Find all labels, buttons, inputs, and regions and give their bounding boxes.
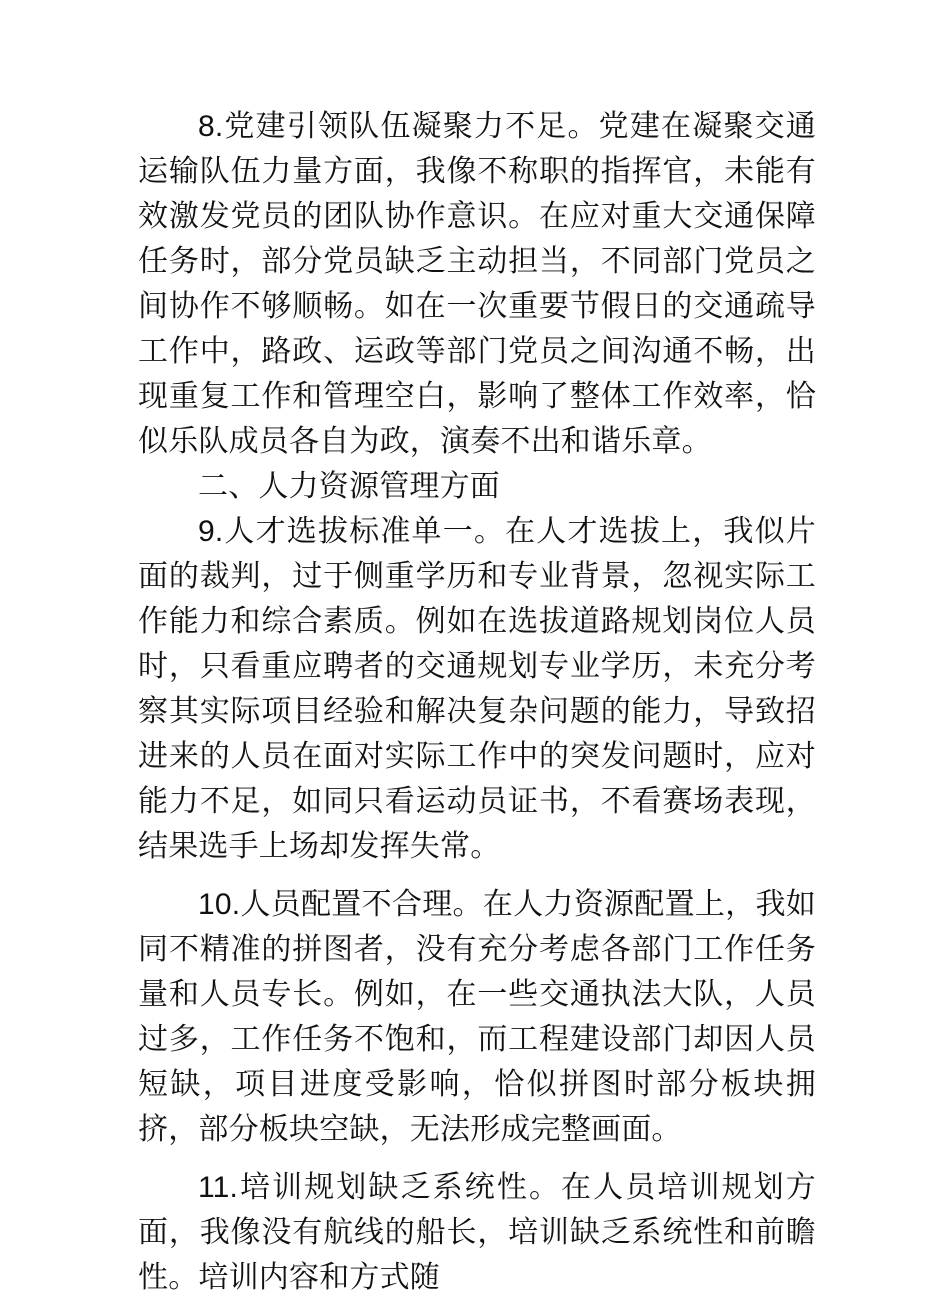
paragraph-item-9: 9.人才选拔标准单一。在人才选拔上，我似片面的裁判，过于侧重学历和专业背景，忽视实际工作能力和综合素质。例如在选拔道路规划岗位人员时，只看重应聘者的交通规划专业学历，未充分考察其实际项目经验和解决复杂问题的能力，导致招进来的人员在面对实际工作中的突发问题时，应对能力不足，如同只看运动员证书，不看赛场表现，结果选手上场却发挥失常。	[138, 515, 816, 863]
paragraph-item-8: 8.党建引领队伍凝聚力不足。党建在凝聚交通运输队伍力量方面，我像不称职的指挥官，未能有效激发党员的团队协作意识。在应对重大交通保障任务时，部分党员缺乏主动担当，不同部门党员之间协作不够顺畅。如在一次重要节假日的交通疏导工作中，路政、运政等部门党员之间沟通不畅，出现重复工作和管理空白，影响了整体工作效率，恰似乐队成员各自为政，演奏不出和谐乐章。	[138, 110, 816, 458]
document-text-body	[138, 104, 816, 1300]
paragraph-item-11: 11.培训规划缺乏系统性。在人员培训规划方面，我像没有航线的船长，培训缺乏系统性和前瞻性。培训内容和方式随	[138, 1171, 816, 1294]
paragraph-item-10: 10.人员配置不合理。在人力资源配置上，我如同不精准的拼图者，没有充分考虑各部门工作任务量和人员专长。例如，在一些交通执法大队，人员过多，工作任务不饱和，而工程建设部门却因人员短缺，项目进度受影响，恰似拼图时部分板块拥挤，部分板块空缺，无法形成完整画面。	[138, 888, 816, 1146]
section-heading-human-resources: 二、人力资源管理方面	[198, 470, 500, 503]
